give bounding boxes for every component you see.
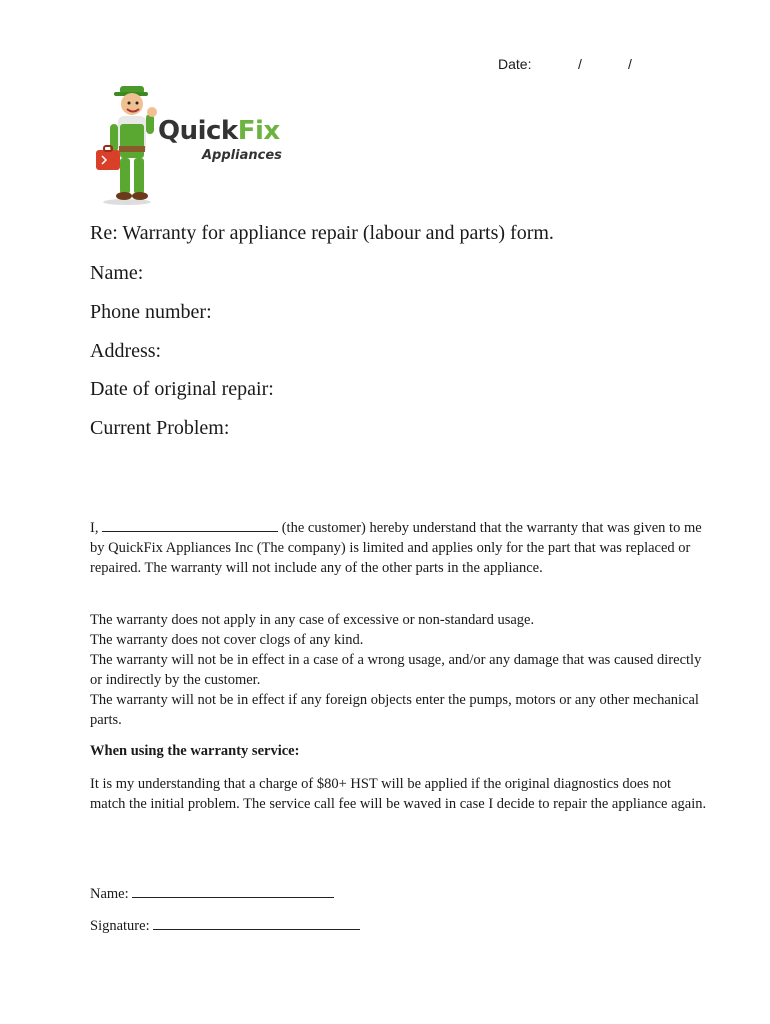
condition-item: The warranty does not cover clogs of any kind. [90, 632, 364, 648]
signoff-name-line [90, 884, 710, 904]
logo-fix: Fix [237, 116, 280, 146]
signoff-name-label: Name: [90, 886, 133, 902]
mascot-illustration [92, 84, 162, 206]
agreement-prefix: I, [90, 520, 103, 536]
date-of-repair-label: Date of original repair: [90, 378, 274, 400]
agreement-text: (the customer) hereby understand that the warranty that was given to me by QuickFix Appliances Inc (The company) is limited and applies only for the part that was replaced or repaired. The warranty will not include any of the other parts in the appliance. [90, 520, 702, 576]
quickfix-logo [92, 84, 302, 206]
date-label: Date: [498, 56, 532, 72]
signoff-name-blank[interactable] [132, 885, 334, 898]
conditions-block [90, 610, 710, 730]
current-problem-label: Current Problem: [90, 417, 230, 439]
phone-field-label: Phone number: [90, 301, 212, 323]
condition-item: The warranty will not be in effect if any foreign objects enter the pumps, motors or any other mechanical parts. [90, 692, 699, 728]
customer-name-blank[interactable] [102, 519, 278, 532]
condition-item: The warranty will not be in effect in a case of a wrong usage, and/or any damage that was caused directly or indirectly by the customer. [90, 652, 702, 688]
signature-line [90, 916, 710, 936]
signature-label: Signature: [90, 918, 154, 934]
form-heading: Re: Warranty for appliance repair (labour and parts) form. [90, 222, 554, 244]
date-line [498, 56, 632, 72]
logo-wordmark [158, 116, 280, 146]
signature-blank[interactable] [153, 917, 360, 930]
logo-subtitle: Appliances [202, 148, 282, 163]
logo-quick: Quick [158, 116, 238, 146]
service-paragraph: It is my understanding that a charge of $80+ HST will be applied if the original diagnostics does not match the initial problem. The service call fee will be waved in case I decide to repair the appliance again. [90, 776, 707, 812]
agreement-paragraph [90, 518, 710, 578]
service-heading: When using the warranty service: [90, 743, 300, 759]
condition-item: The warranty does not apply in any case of excessive or non-standard usage. [90, 612, 535, 628]
date-slash-2: / [628, 56, 632, 72]
name-field-label: Name: [90, 262, 144, 284]
address-field-label: Address: [90, 340, 162, 362]
date-slash-1: / [578, 56, 582, 72]
